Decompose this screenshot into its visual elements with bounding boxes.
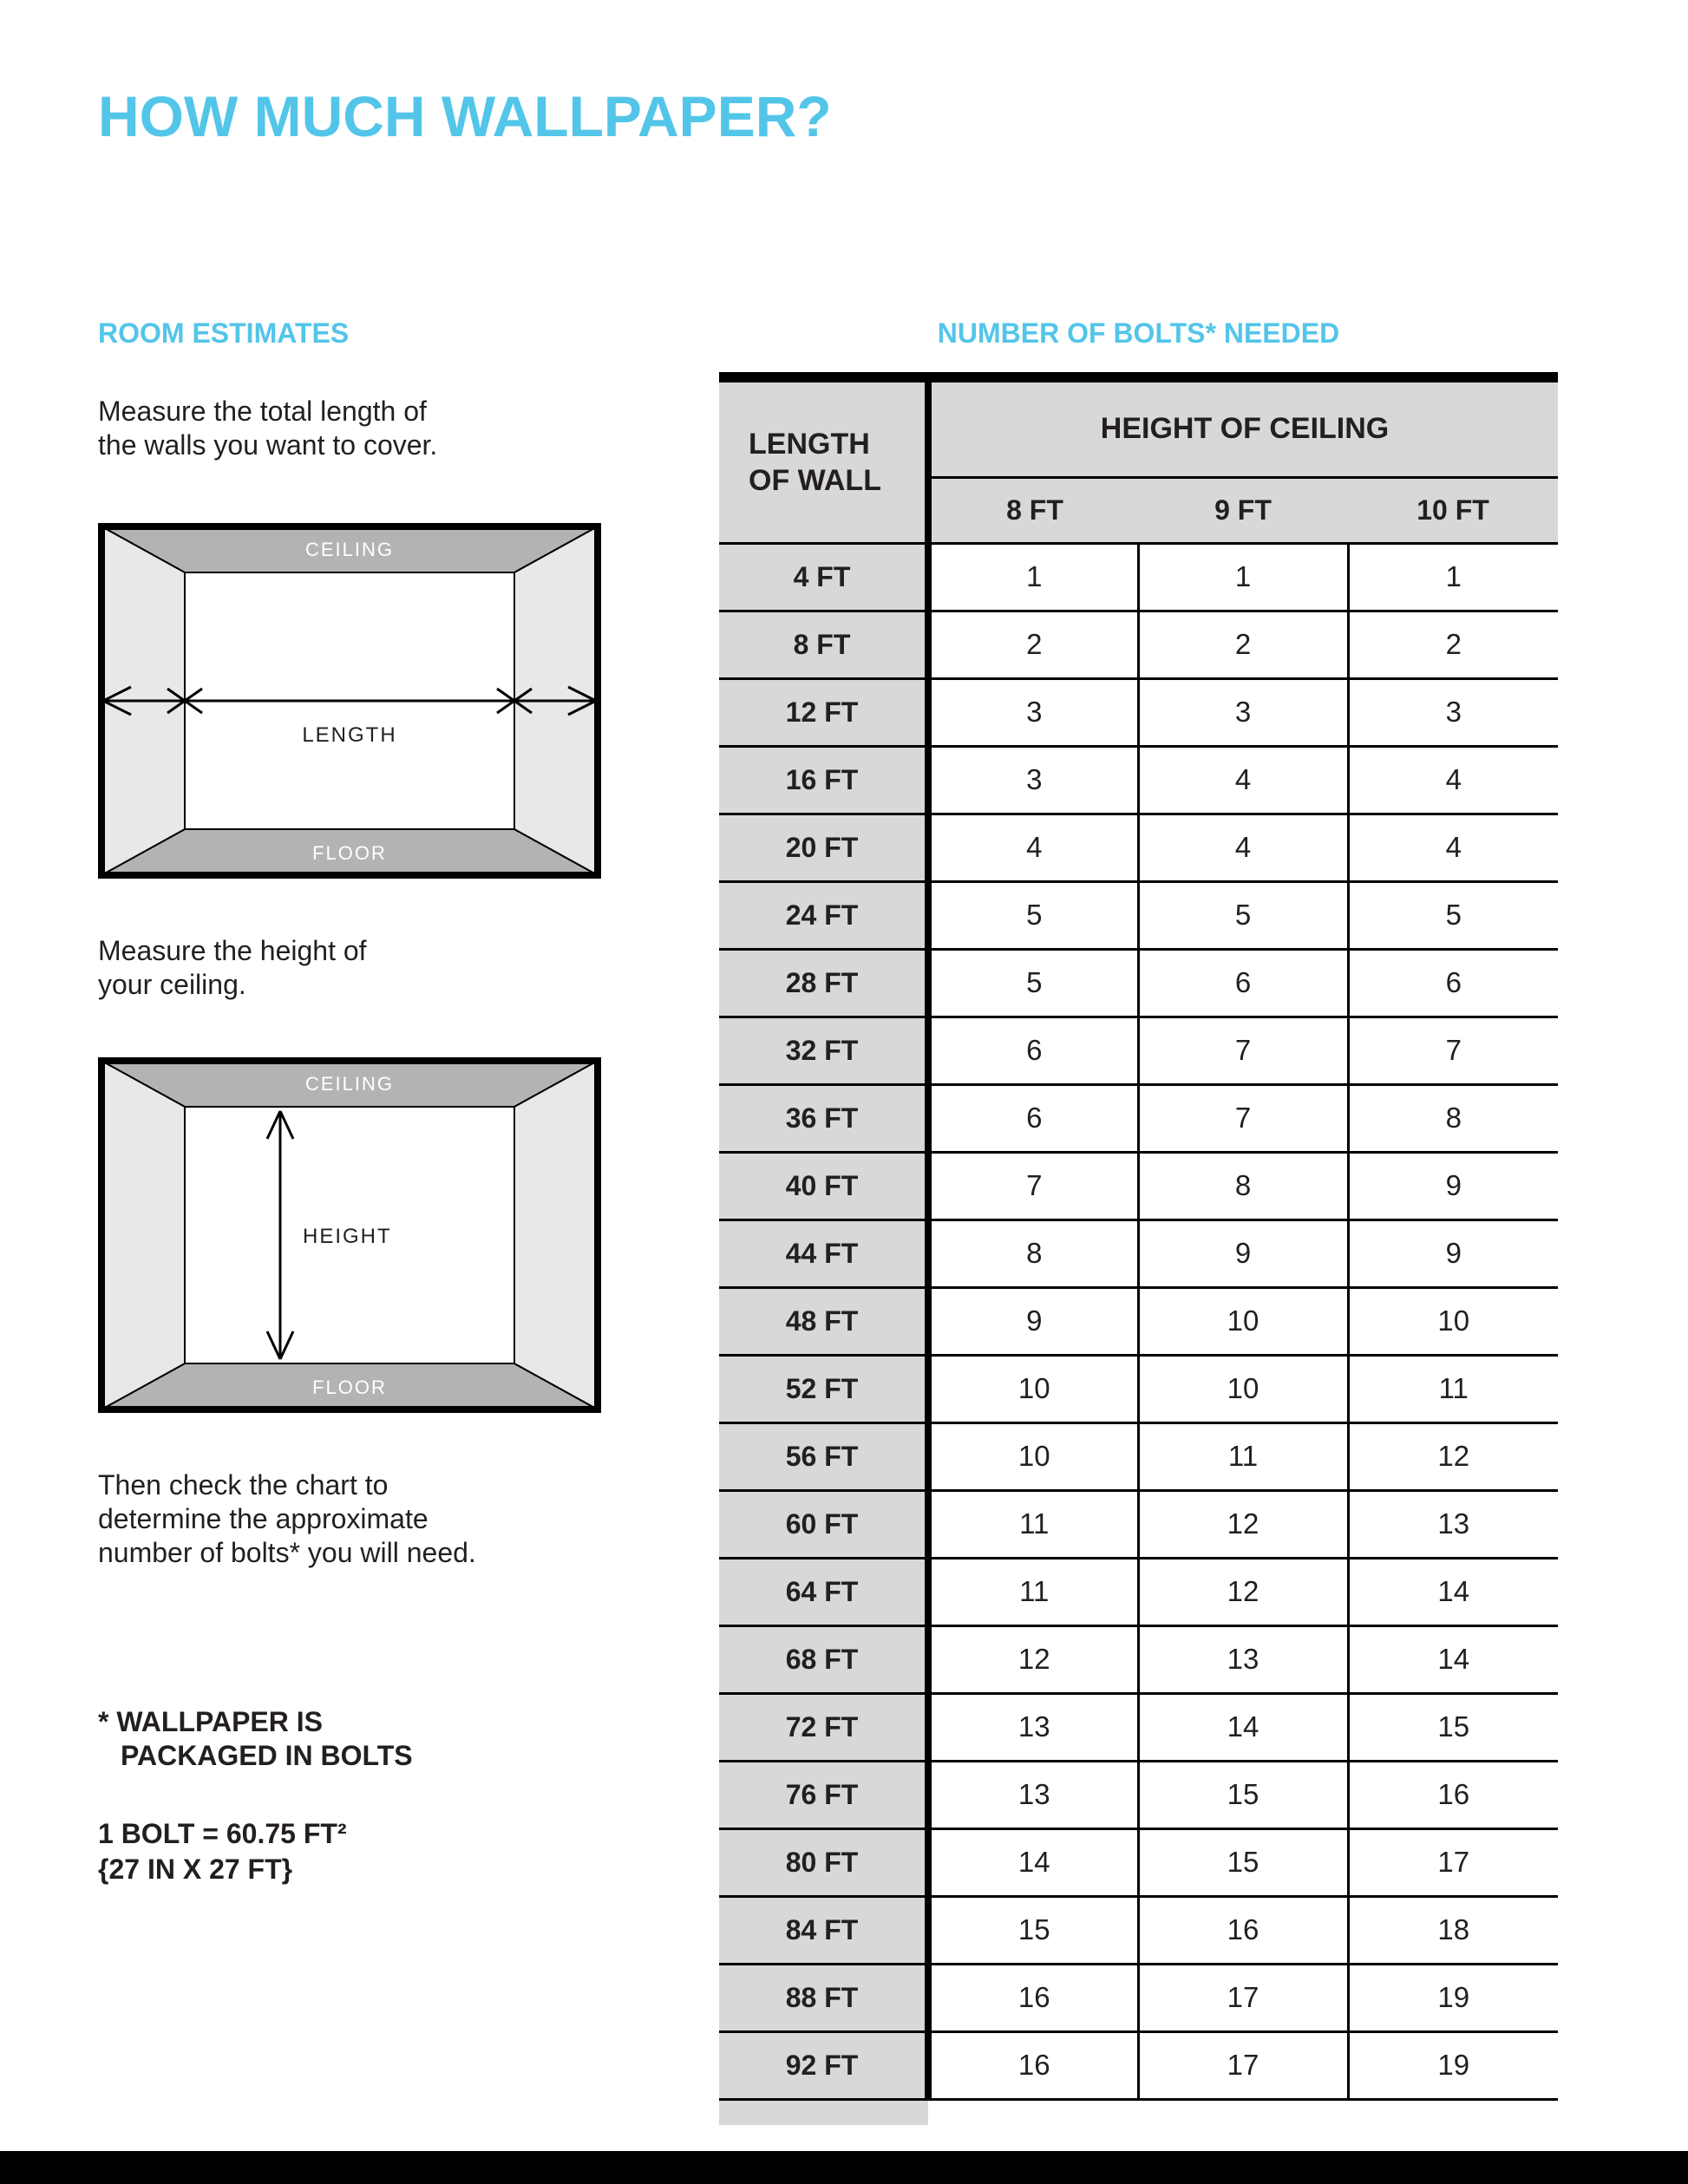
wall-length-cell: 68 FT xyxy=(719,1625,928,1693)
length-of-wall-header xyxy=(719,377,928,543)
table-row xyxy=(719,611,1558,678)
bolt-count-cell: 11 xyxy=(1138,1422,1348,1490)
bolt-count-cell: 2 xyxy=(1138,611,1348,678)
bolt-count-cell: 16 xyxy=(928,2031,1138,2099)
bolt-count-cell: 1 xyxy=(928,543,1138,611)
bolt-count-cell: 6 xyxy=(928,1017,1138,1084)
step-1-text xyxy=(98,395,618,462)
bolt-count-cell: 4 xyxy=(1348,746,1558,814)
bolt-count-cell: 5 xyxy=(928,949,1138,1017)
bolt-count-cell: 12 xyxy=(1348,1422,1558,1490)
page-title: HOW MUCH WALLPAPER? xyxy=(98,84,832,148)
wall-length-cell: 32 FT xyxy=(719,1017,928,1084)
room-estimates-heading: ROOM ESTIMATES xyxy=(98,317,350,349)
bolt-count-cell: 13 xyxy=(928,1761,1138,1828)
bolt-count-cell: 6 xyxy=(1138,949,1348,1017)
wall-length-cell: 28 FT xyxy=(719,949,928,1017)
bolt-count-cell: 13 xyxy=(1348,1490,1558,1558)
ceiling-height-column-header: 8 FT xyxy=(928,477,1138,543)
bolt-count-cell: 15 xyxy=(1348,1693,1558,1761)
wall-length-cell: 20 FT xyxy=(719,814,928,881)
bolt-count-cell: 4 xyxy=(1138,746,1348,814)
table-row xyxy=(719,1558,1558,1625)
bolt-count-cell: 9 xyxy=(928,1287,1138,1355)
step-2-text xyxy=(98,934,618,1002)
bolts-table-heading: NUMBER OF BOLTS* NEEDED xyxy=(937,317,1340,349)
table-row xyxy=(719,1490,1558,1558)
bolt-count-cell: 3 xyxy=(1138,678,1348,746)
bolt-count-cell: 16 xyxy=(1138,1896,1348,1964)
wall-length-cell: 8 FT xyxy=(719,611,928,678)
room-estimates-section xyxy=(98,317,618,1887)
bolt-count-cell: 17 xyxy=(1348,1828,1558,1896)
wall-length-cell: 40 FT xyxy=(719,1152,928,1220)
table-row xyxy=(719,1422,1558,1490)
wall-length-cell: 64 FT xyxy=(719,1558,928,1625)
bolts-note xyxy=(98,1705,618,1773)
bolt-count-cell: 15 xyxy=(928,1896,1138,1964)
length-label: LENGTH xyxy=(302,723,397,747)
step-3-text xyxy=(98,1468,618,1570)
table-row xyxy=(719,1964,1558,2031)
bolt-count-cell: 10 xyxy=(1138,1287,1348,1355)
wall-length-cell: 72 FT xyxy=(719,1693,928,1761)
wall-length-cell: 52 FT xyxy=(719,1355,928,1422)
bolt-count-cell: 11 xyxy=(928,1558,1138,1625)
length-diagram xyxy=(98,523,601,879)
footer-bar xyxy=(0,2151,1688,2184)
bolt-size-line: 1 BOLT = 60.75 FT² xyxy=(98,1818,347,1849)
bolt-count-cell: 2 xyxy=(1348,611,1558,678)
bolt-count-cell: 17 xyxy=(1138,1964,1348,2031)
bolt-count-cell: 2 xyxy=(928,611,1138,678)
bolt-count-cell: 13 xyxy=(1138,1625,1348,1693)
step-2-line: Measure the height of xyxy=(98,935,367,966)
bolt-count-cell: 17 xyxy=(1138,2031,1348,2099)
step-3-line: number of bolts* you will need. xyxy=(98,1537,476,1568)
height-of-ceiling-header: HEIGHT OF CEILING xyxy=(928,377,1558,477)
bolt-table-body xyxy=(719,543,1558,2099)
table-row xyxy=(719,1693,1558,1761)
bolt-count-cell: 6 xyxy=(1348,949,1558,1017)
right-wall xyxy=(514,1061,598,1409)
bolt-count-cell: 19 xyxy=(1348,2031,1558,2099)
bolt-size-info xyxy=(98,1816,618,1887)
bolt-count-cell: 14 xyxy=(1348,1625,1558,1693)
table-row xyxy=(719,1084,1558,1152)
bolt-count-cell: 19 xyxy=(1348,1964,1558,2031)
bolt-count-cell: 14 xyxy=(1348,1558,1558,1625)
wall-length-cell: 92 FT xyxy=(719,2031,928,2099)
bolt-count-cell: 14 xyxy=(1138,1693,1348,1761)
table-row xyxy=(719,814,1558,881)
ceiling-height-column-header: 9 FT xyxy=(1138,477,1348,543)
bolt-count-cell: 7 xyxy=(1138,1017,1348,1084)
bolt-count-cell: 3 xyxy=(928,746,1138,814)
bolt-count-cell: 10 xyxy=(928,1422,1138,1490)
bolts-note-line: PACKAGED IN BOLTS xyxy=(121,1740,413,1771)
table-row xyxy=(719,1896,1558,1964)
bolt-count-cell: 3 xyxy=(1348,678,1558,746)
step-1-line: Measure the total length of xyxy=(98,396,427,427)
table-row xyxy=(719,949,1558,1017)
table-row xyxy=(719,1287,1558,1355)
step-1-line: the walls you want to cover. xyxy=(98,429,438,461)
bolt-count-cell: 5 xyxy=(1138,881,1348,949)
wall-length-cell: 4 FT xyxy=(719,543,928,611)
length-of-wall-header-line: OF WALL xyxy=(749,463,881,497)
left-wall xyxy=(101,1061,185,1409)
wall-length-cell: 36 FT xyxy=(719,1084,928,1152)
bolt-count-cell: 11 xyxy=(1348,1355,1558,1422)
bolt-dims-line: {27 IN X 27 FT} xyxy=(98,1854,293,1885)
bolt-count-cell: 1 xyxy=(1348,543,1558,611)
bolt-count-cell: 9 xyxy=(1348,1220,1558,1287)
bolt-count-cell: 10 xyxy=(1348,1287,1558,1355)
step-2-line: your ceiling. xyxy=(98,969,246,1000)
bolt-count-cell: 8 xyxy=(1138,1152,1348,1220)
bolt-count-cell: 6 xyxy=(928,1084,1138,1152)
table-row xyxy=(719,1625,1558,1693)
wall-length-cell: 24 FT xyxy=(719,881,928,949)
bolt-count-cell: 13 xyxy=(928,1693,1138,1761)
table-stub-cell xyxy=(719,2099,928,2125)
step-3-line: Then check the chart to xyxy=(98,1469,389,1501)
bolt-count-cell: 9 xyxy=(1138,1220,1348,1287)
table-row xyxy=(719,746,1558,814)
bolts-table-section xyxy=(719,317,1558,2125)
length-of-wall-header-line: LENGTH xyxy=(749,427,870,461)
table-row xyxy=(719,1152,1558,1220)
bolt-count-cell: 7 xyxy=(928,1152,1138,1220)
bolt-count-cell: 10 xyxy=(1138,1355,1348,1422)
wall-length-cell: 12 FT xyxy=(719,678,928,746)
wall-length-cell: 44 FT xyxy=(719,1220,928,1287)
bolt-count-cell: 12 xyxy=(928,1625,1138,1693)
wall-length-cell: 80 FT xyxy=(719,1828,928,1896)
height-diagram xyxy=(98,1057,601,1413)
wall-length-cell: 56 FT xyxy=(719,1422,928,1490)
bolt-count-cell: 5 xyxy=(928,881,1138,949)
wall-length-cell: 88 FT xyxy=(719,1964,928,2031)
table-stub-cell xyxy=(928,2099,1558,2125)
bolt-count-cell: 16 xyxy=(1348,1761,1558,1828)
bolt-count-cell: 8 xyxy=(928,1220,1138,1287)
bolt-count-cell: 11 xyxy=(928,1490,1138,1558)
bolt-count-cell: 7 xyxy=(1138,1084,1348,1152)
table-header-row xyxy=(719,377,1558,477)
bolt-count-cell: 12 xyxy=(1138,1558,1348,1625)
wall-length-cell: 60 FT xyxy=(719,1490,928,1558)
bolt-count-cell: 10 xyxy=(928,1355,1138,1422)
bolt-count-cell: 15 xyxy=(1138,1761,1348,1828)
bolt-count-cell: 4 xyxy=(1348,814,1558,881)
bolt-count-cell: 5 xyxy=(1348,881,1558,949)
bolt-count-cell: 12 xyxy=(1138,1490,1348,1558)
wall-length-cell: 48 FT xyxy=(719,1287,928,1355)
step-3-line: determine the approximate xyxy=(98,1503,429,1534)
ceiling-height-column-header: 10 FT xyxy=(1348,477,1558,543)
wall-length-cell: 84 FT xyxy=(719,1896,928,1964)
bolt-count-cell: 18 xyxy=(1348,1896,1558,1964)
table-row xyxy=(719,678,1558,746)
table-stub-row xyxy=(719,2099,1558,2125)
table-row xyxy=(719,1761,1558,1828)
table-row xyxy=(719,1017,1558,1084)
bolt-count-cell: 4 xyxy=(1138,814,1348,881)
bolt-count-cell: 8 xyxy=(1348,1084,1558,1152)
wall-length-cell: 16 FT xyxy=(719,746,928,814)
bolt-count-cell: 15 xyxy=(1138,1828,1348,1896)
ceiling-label: CEILING xyxy=(304,1073,395,1095)
bolt-count-cell: 7 xyxy=(1348,1017,1558,1084)
table-row xyxy=(719,1828,1558,1896)
table-row xyxy=(719,2031,1558,2099)
floor-label: FLOOR xyxy=(312,1376,387,1398)
table-row xyxy=(719,1355,1558,1422)
bolt-count-cell: 16 xyxy=(928,1964,1138,2031)
floor-label: FLOOR xyxy=(312,842,387,864)
bolt-count-cell: 1 xyxy=(1138,543,1348,611)
table-row xyxy=(719,881,1558,949)
bolt-count-cell: 9 xyxy=(1348,1152,1558,1220)
table-row xyxy=(719,543,1558,611)
bolt-count-cell: 3 xyxy=(928,678,1138,746)
ceiling-label: CEILING xyxy=(304,539,395,560)
height-label: HEIGHT xyxy=(303,1225,392,1248)
bolt-count-cell: 14 xyxy=(928,1828,1138,1896)
bolts-note-line: * WALLPAPER IS xyxy=(98,1706,323,1737)
table-row xyxy=(719,1220,1558,1287)
bolts-table xyxy=(719,372,1558,2125)
wall-length-cell: 76 FT xyxy=(719,1761,928,1828)
bolt-count-cell: 4 xyxy=(928,814,1138,881)
